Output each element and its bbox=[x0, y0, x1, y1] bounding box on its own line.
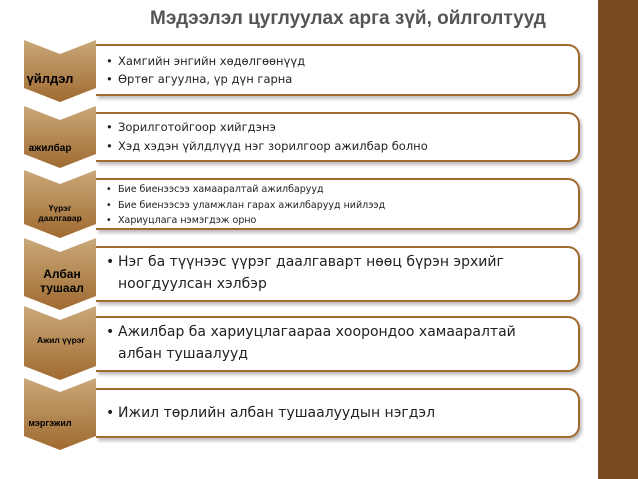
row-label: Үүрэг даалгавар bbox=[38, 203, 82, 223]
row-label: Албан тушаал bbox=[40, 267, 84, 295]
row-ajilbar bbox=[0, 106, 600, 168]
content-box bbox=[96, 388, 580, 438]
row-label: Ажил үүрэг bbox=[37, 335, 85, 345]
row-mergejil bbox=[0, 378, 600, 450]
row-uureg-daalgavar bbox=[0, 170, 600, 238]
content-box bbox=[96, 316, 580, 372]
chevron-shape bbox=[24, 378, 96, 450]
row-uildel bbox=[0, 40, 600, 102]
content-box bbox=[96, 178, 580, 230]
list-item: • Өртөг агуулна, үр дүн гарна bbox=[106, 70, 578, 88]
row-alban-tushaal bbox=[0, 238, 600, 310]
content-box bbox=[96, 44, 580, 96]
row-ajil-uureg bbox=[0, 306, 600, 380]
right-accent-bar bbox=[598, 0, 638, 479]
list-item: • Нэг ба түүнээс үүрэг даалгаварт нөөц бүрэн эрхийг ноогдуулсан хэлбэр bbox=[106, 251, 558, 295]
slide-number: 11 bbox=[610, 204, 624, 216]
content-box bbox=[96, 246, 580, 302]
list-item: • Зорилготойгоор хийгдэнэ bbox=[106, 118, 578, 137]
chevron-shape bbox=[24, 106, 96, 168]
list-item: • Бие биенээсээ уламжлан гарах ажилбарууд нийлээд bbox=[106, 198, 578, 214]
list-item: • Ажилбар ба хариуцлагаараа хоорондоо хамааралтай албан тушаалууд bbox=[106, 321, 558, 365]
slide-title: Мэдээлэл цуглуулах арга зүй, ойлголтууд bbox=[150, 8, 546, 29]
list-item: • Хариуцлага нэмэгдэж орно bbox=[106, 213, 578, 229]
list-item: • Ижил төрлийн албан тушаалуудын нэгдэл bbox=[106, 402, 578, 424]
row-label: мэргэжил bbox=[28, 418, 72, 428]
content-box bbox=[96, 112, 580, 162]
list-item: • Хамгийн энгийн хөдөлгөөнүүд bbox=[106, 52, 578, 70]
row-label: үйлдэл bbox=[26, 71, 74, 86]
list-item: • Хэд хэдэн үйлдлүүд нэг зорилгоор ажилбар болно bbox=[106, 137, 578, 156]
row-label: ажилбар bbox=[28, 143, 72, 154]
list-item: • Бие биенээсээ хамааралтай ажилбарууд bbox=[106, 182, 578, 198]
